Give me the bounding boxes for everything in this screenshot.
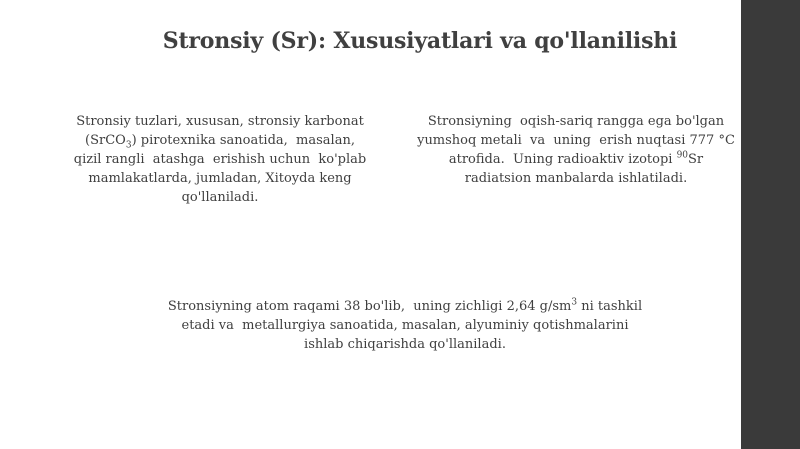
left-text-line: mamlakatlarda, jumladan, Xitoyda keng	[88, 171, 352, 186]
right-text-line: Stronsiyning oqish-sariq rangga ega bo'lgan	[427, 114, 725, 129]
left-text-line: qo'llaniladi.	[181, 190, 259, 205]
left-text-line: Stronsiy tuzlari, xususan, stronsiy karbonat	[76, 114, 364, 129]
slide-title: Stronsiy (Sr): Xususiyatlari va qo'llanilishi	[162, 28, 678, 54]
right-text-block	[396, 112, 756, 188]
left-text-formula-start: (SrCO	[85, 133, 126, 148]
side-bar	[741, 0, 800, 449]
left-text-subscript: 3	[125, 140, 132, 151]
bottom-text-segment: ni tashkil	[577, 299, 643, 314]
bottom-text-block	[130, 297, 680, 354]
left-text-line	[55, 131, 385, 150]
right-text-segment: atrofida. Uning radioaktiv izotopi	[448, 152, 677, 167]
bottom-text-superscript: 3	[571, 297, 578, 308]
right-text-line	[396, 150, 756, 169]
bottom-text-line: ishlab chiqarishda qo'llaniladi.	[304, 337, 506, 352]
bottom-text-line	[130, 297, 680, 316]
right-text-segment: Sr	[688, 152, 704, 167]
left-text-formula-end: ) pirotexnika sanoatida, masalan,	[131, 133, 355, 148]
bottom-text-segment: Stronsiyning atom raqami 38 bo'lib, uning zichligi 2,64 g/sm	[167, 299, 572, 314]
right-text-superscript: 90	[676, 150, 689, 161]
left-text-line: qizil rangli atashga erishish uchun ko'plab	[73, 152, 367, 167]
left-text-block	[55, 112, 385, 207]
right-text-line: radiatsion manbalarda ishlatiladi.	[464, 171, 688, 186]
right-text-line: yumshoq metali va uning erish nuqtasi 777 °C	[417, 133, 735, 148]
bottom-text-line: etadi va metallurgiya sanoatida, masalan, alyuminiy qotishmalarini	[181, 318, 629, 333]
